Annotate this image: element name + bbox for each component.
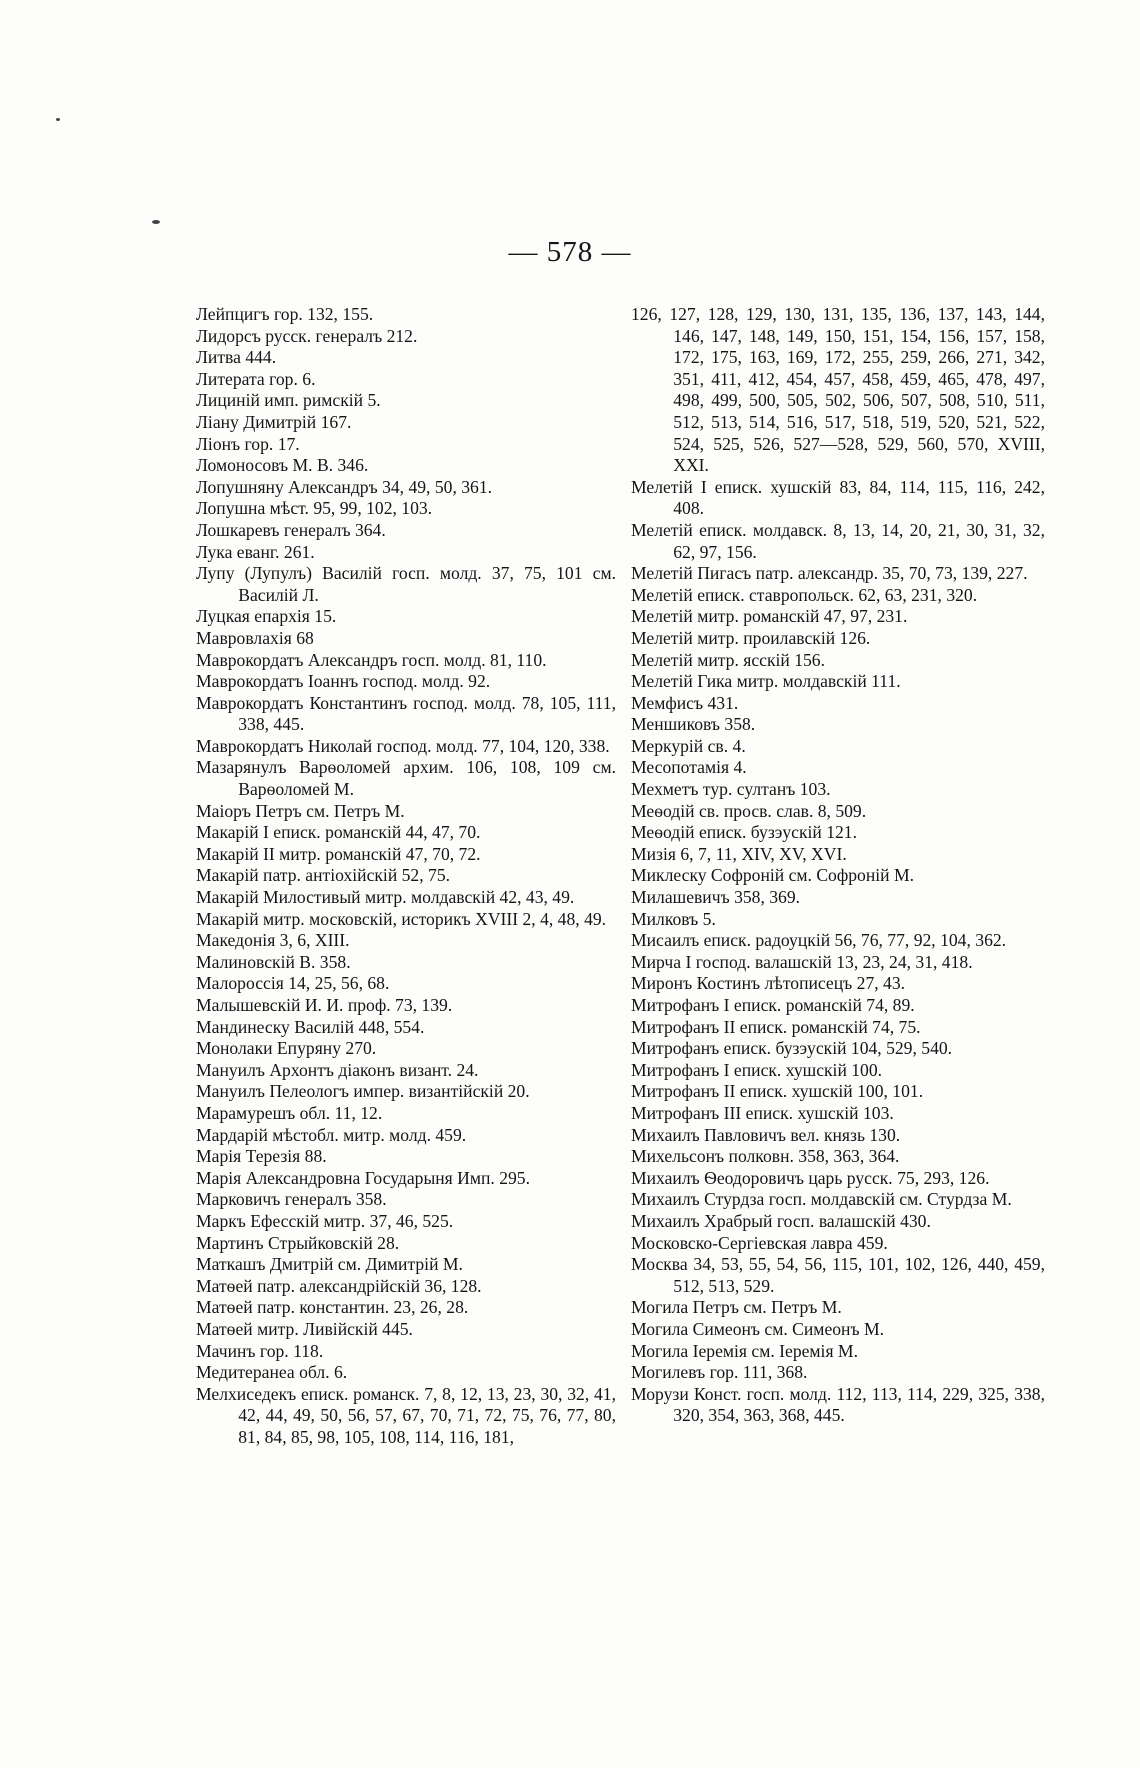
index-entry: Митрофанъ I еписк. хушскій 100. [631,1059,883,1080]
index-entry: Мизія 6, 7, 11, XIV, XV, XVI. [631,843,847,864]
index-entry: Мачинъ гор. 118. [196,1340,324,1361]
index-entry: Михаилъ Ѳеодоровичъ царь русск. 75, 293, 126. [631,1167,990,1188]
index-entry: 126, 127, 128, 129, 130, 131, 135, 136, 137, 143, 144, 146, 147, 148, 149, 150, 151, 154, 156, 157, 158, 172, 175, 163, 169, 172, 255, 259, 266, 271, 342, 351, 411, 412, 454, 457, 458, 459, 465, 478, 497, 498, 499, 500, 505, 502, 506, 507, 508, 510, 511, 512, 513, 514, 516, 517, 518, 519, 520, 521, 522, 524, 525, 526, 527—528, 529, 560, 570, XVIII, XXI. [631,304,1045,476]
index-entry: Митрофанъ II еписк. романскій 74, 75. [631,1016,921,1037]
index-entry: Малороссія 14, 25, 56, 68. [196,973,390,994]
index-entry: Мисаилъ еписк. радоуцкій 56, 76, 77, 92, 104, 362. [631,930,1007,951]
index-column-left [196,304,616,1448]
index-entry: Мавровлахія 68 [196,627,314,648]
print-speck [56,118,60,121]
index-entry: Михаилъ Стурдза госп. молдавскій см. Стурдза М. [631,1189,1012,1210]
index-entry: Митрофанъ I еписк. романскій 74, 89. [631,995,915,1015]
index-entry: Могила Симеонъ см. Симеонъ М. [631,1318,885,1339]
index-entry: Митрофанъ III еписк. хушскій 103. [631,1102,894,1123]
index-entry: Мелетій митр. романскій 47, 97, 231. [631,606,908,627]
index-entry: Литерата гор. 6. [196,368,316,389]
index-entry: Марія Терезія 88. [196,1146,327,1167]
index-entry: Мемфисъ 431. [631,692,739,713]
index-entry: Луцкая епархія 15. [196,606,337,627]
index-entry: Мартинъ Стрыйковскій 28. [196,1232,400,1253]
index-entry: Маврокордатъ Александръ госп. молд. 81, 110. [196,649,547,670]
index-entry: Мелетій митр. проилавскій 126. [631,627,871,648]
index-entry: Матѳей митр. Ливійскій 445. [196,1318,413,1339]
index-entry: Миронъ Костинъ лѣтописецъ 27, 43. [631,973,906,994]
index-entry: Марія Александровна Государыня Имп. 295. [196,1167,531,1188]
index-entry: Мануилъ Пелеологъ импер. византійскій 20. [196,1081,530,1102]
index-entry: Маткашъ Дмитрій см. Димитрій М. [196,1254,463,1275]
index-entry: Мехметъ тур. султанъ 103. [631,779,831,800]
index-entry: Меркурій св. 4. [631,735,746,756]
index-entry: Маврокордатъ Константинъ господ. молд. 78, 105, 111, 338, 445. [196,692,616,735]
index-entry: Лейпцигъ гор. 132, 155. [196,304,374,324]
index-entry: Месопотамія 4. [631,757,747,778]
index-entry: Мелетій митр. ясскій 156. [631,649,825,670]
index-entry: Македонія 3, 6, XIII. [196,930,350,951]
index-entry: Медитеранеа обл. 6. [196,1362,348,1383]
index-entry: Матѳей патр. константин. 23, 26, 28. [196,1297,469,1318]
index-entry: Мелхиседекъ еписк. романск. 7, 8, 12, 13, 23, 30, 32, 41, 42, 44, 49, 50, 56, 57, 67, 70, 71, 72, 75, 76, 77, 80, 81, 84, 85, 98, 105, 108, 114, 116, 181, [196,1383,616,1447]
index-entry: Ліонъ гор. 17. [196,433,300,454]
index-entry: Могилевъ гор. 111, 368. [631,1362,808,1383]
index-entry: Лошкаревъ генералъ 364. [196,519,386,540]
index-entry: Макарій Милостивый митр. молдавскій 42, 43, 49. [196,887,575,908]
index-entry: Мануилъ Архонтъ діаконъ визант. 24. [196,1059,479,1080]
index-entry: Митрофанъ еписк. бузэускій 104, 529, 540. [631,1038,953,1059]
index-entry: Московско-Сергіевская лавра 459. [631,1232,888,1253]
index-entry: Москва 34, 53, 55, 54, 56, 115, 101, 102, 126, 440, 459, 512, 513, 529. [631,1254,1045,1296]
index-entry: Могила Іеремія см. Іеремія М. [631,1340,858,1361]
index-entry: Меншиковъ 358. [631,714,756,735]
index-entry: Меѳодій св. просв. слав. 8, 509. [631,800,867,821]
index-entry: Михельсонъ полковн. 358, 363, 364. [631,1146,900,1167]
index-entry: Малиновскій В. 358. [196,951,351,972]
index-entry: Маврокордатъ Николай господ. молд. 77, 104, 120, 338. [196,735,610,756]
index-entry: Марковичъ генералъ 358. [196,1189,387,1210]
index-entry: Литва 444. [196,347,277,368]
index-entry: Мирча I господ. валашскій 13, 23, 24, 31, 418. [631,951,973,972]
index-column-right [631,304,1045,1427]
index-entry: Лициній имп. римскій 5. [196,390,381,411]
index-entry: Мазарянулъ Варѳоломей архим. 106, 108, 109 см. Варѳоломей М. [196,757,616,800]
index-entry: Маврокордатъ Іоаннъ господ. молд. 92. [196,671,491,692]
index-entry: Мелетій Гика митр. молдавскій 111. [631,671,901,692]
index-entry: Макарій патр. антіохійскій 52, 75. [196,865,451,886]
page-number: — 578 — [508,236,632,268]
index-entry: Ломоносовъ М. В. 346. [196,455,369,476]
index-entry: Меѳодій еписк. бузэускій 121. [631,822,857,843]
index-entry: Мелетій I еписк. хушскій 83, 84, 114, 115, 116, 242, 408. [631,476,1045,519]
index-entry: Милковъ 5. [631,908,716,929]
index-entry: Макарій I еписк. романскій 44, 47, 70. [196,822,481,843]
print-speck [152,220,160,224]
index-entry: Макарій II митр. романскій 47, 70, 72. [196,843,481,864]
index-entry: Мандинеску Василій 448, 554. [196,1016,425,1037]
index-entry: Монолаки Епуряну 270. [196,1038,377,1059]
index-entry: Милашевичъ 358, 369. [631,887,801,908]
index-entry: Мардарій мѣстобл. митр. молд. 459. [196,1124,467,1145]
index-entry: Малышевскій И. И. проф. 73, 139. [196,995,453,1015]
index-entry: Михаилъ Храбрый госп. валашскій 430. [631,1210,931,1231]
index-entry: Ліану Димитрій 167. [196,411,352,432]
index-entry: Миклеску Софроній см. Софроній М. [631,865,915,886]
index-entry: Макарій митр. московскій, историкъ XVIII 2, 4, 48, 49. [196,908,607,929]
index-entry: Морузи Конст. госп. молд. 112, 113, 114, 229, 325, 338, 320, 354, 363, 368, 445. [631,1383,1045,1426]
index-entry: Могила Петръ см. Петръ М. [631,1297,842,1318]
index-entry: Лопушна мѣст. 95, 99, 102, 103. [196,498,433,519]
index-entry: Митрофанъ II еписк. хушскій 100, 101. [631,1081,924,1102]
index-entry: Михаилъ Павловичъ вел. князь 130. [631,1124,901,1145]
index-entry: Марамурешъ обл. 11, 12. [196,1102,383,1123]
index-entry: Матѳей патр. александрійскій 36, 128. [196,1275,482,1296]
index-entry: Мелетій Пигасъ патр. александр. 35, 70, 73, 139, 227. [631,563,1028,584]
index-entry: Маркъ Ефесскій митр. 37, 46, 525. [196,1210,454,1231]
index-entry: Лопушняну Александръ 34, 49, 50, 361. [196,476,493,497]
index-entry: Лидорсъ русск. генералъ 212. [196,325,418,346]
index-entry: Мелетій еписк. молдавск. 8, 13, 14, 20, 21, 30, 31, 32, 62, 97, 156. [631,519,1045,562]
index-entry: Лука еванг. 261. [196,541,315,562]
index-entry: Мелетій еписк. ставропольск. 62, 63, 231, 320. [631,584,978,605]
index-entry: Маіоръ Петръ см. Петръ М. [196,800,405,821]
index-entry: Лупу (Лупулъ) Василій госп. молд. 37, 75, 101 см. Василій Л. [196,563,616,605]
